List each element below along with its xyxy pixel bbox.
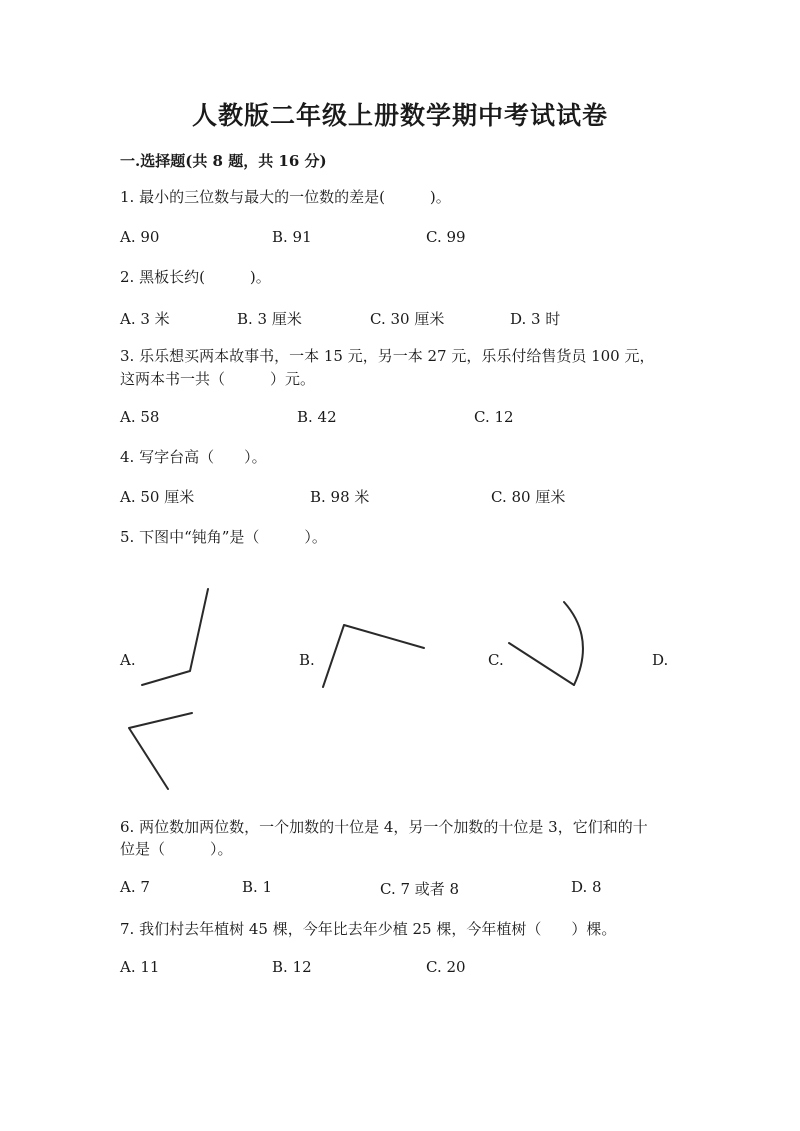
question-4-option-c: C. 80 厘米 [491, 488, 566, 506]
question-5-option-b: B. [299, 651, 315, 669]
question-6-option-d: D. 8 [571, 878, 602, 896]
question-3-text-line-2: 这两本书一共（ ）元。 [120, 370, 316, 388]
question-2-option-a: A. 3 米 [120, 310, 170, 328]
question-6-text-line-1: 6. 两位数加两位数，一个加数的十位是 4，另一个加数的十位是 3，它们和的十 [120, 818, 648, 836]
angle-figure-d [126, 710, 198, 792]
question-1-text: 1. 最小的三位数与最大的一位数的差是( )。 [120, 188, 451, 206]
question-5-option-a: A. [120, 651, 136, 669]
question-1-option-b: B. 91 [272, 228, 312, 246]
question-5-text: 5. 下图中“钝角”是（ ）。 [120, 528, 327, 546]
angle-figure-b [320, 620, 428, 690]
question-2-option-c: C. 30 厘米 [370, 310, 445, 328]
question-7-text: 7. 我们村去年植树 45 棵，今年比去年少植 25 棵，今年植树（ ）棵。 [120, 920, 617, 938]
question-3-option-b: B. 42 [297, 408, 337, 426]
question-7-option-b: B. 12 [272, 958, 312, 976]
question-3-text-line-1: 3. 乐乐想买两本故事书，一本 15 元，另一本 27 元，乐乐付给售货员 100 元， [120, 347, 655, 365]
question-4-option-a: A. 50 厘米 [120, 488, 195, 506]
question-6-option-a: A. 7 [120, 878, 150, 896]
question-2-text: 2. 黑板长约( )。 [120, 268, 271, 286]
question-4-option-b: B. 98 米 [310, 488, 370, 506]
question-6-option-c: C. 7 或者 8 [380, 880, 460, 898]
section-heading: 一.选择题(共 8 题，共 16 分) [120, 152, 327, 170]
question-6-option-b: B. 1 [242, 878, 273, 896]
question-1-option-a: A. 90 [120, 228, 160, 246]
page-title: 人教版二年级上册数学期中考试试卷 [191, 101, 608, 130]
question-4-text: 4. 写字台高（ ）。 [120, 448, 267, 466]
angle-figure-a [140, 585, 212, 689]
question-5-option-c: C. [488, 651, 504, 669]
angle-figure-c [506, 598, 588, 690]
question-7-option-a: A. 11 [120, 958, 160, 976]
question-6-text-line-2: 位是（ ）。 [120, 840, 233, 858]
question-7-option-c: C. 20 [426, 958, 466, 976]
question-1-option-c: C. 99 [426, 228, 466, 246]
question-2-option-d: D. 3 时 [510, 310, 561, 328]
question-2-option-b: B. 3 厘米 [237, 310, 302, 328]
question-5-option-d: D. [652, 651, 669, 669]
question-3-option-c: C. 12 [474, 408, 514, 426]
question-3-option-a: A. 58 [120, 408, 160, 426]
